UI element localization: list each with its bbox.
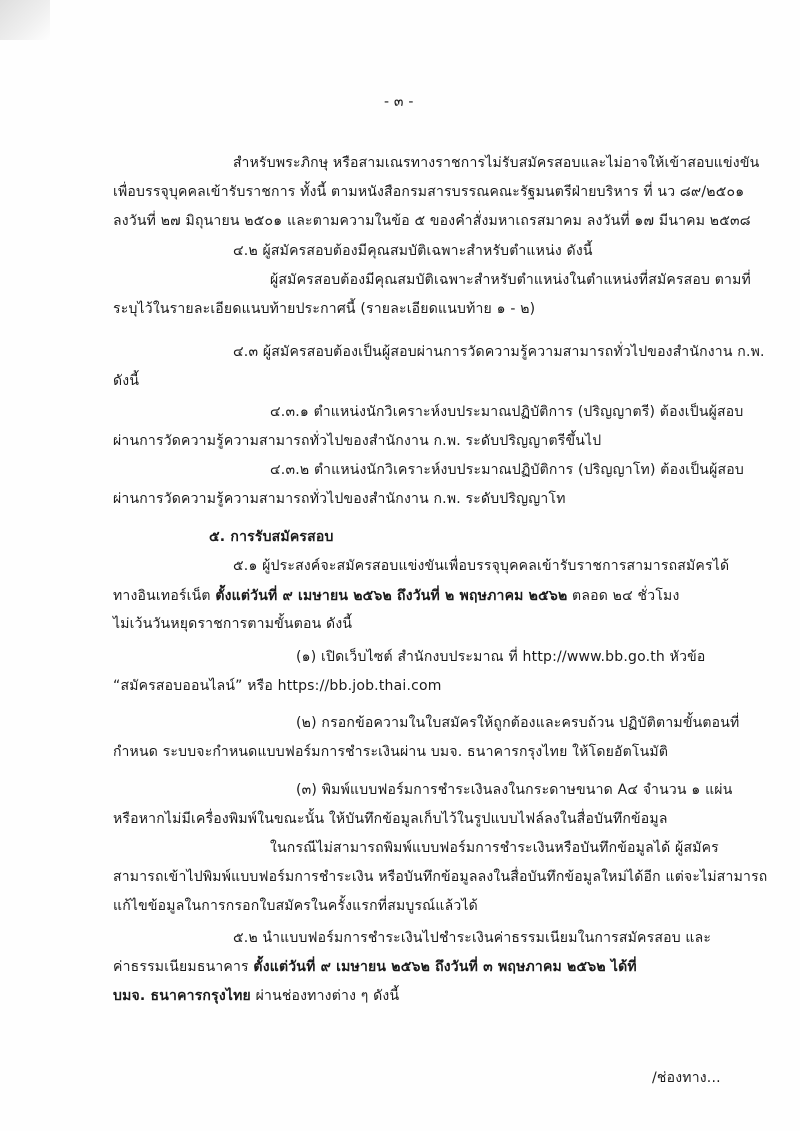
section-5-1-line-1: ๕.๑ ผู้ประสงค์จะสมัครสอบแข่งขันเพื่อบรรจุบุคคลเข้ารับราชการสามารถสมัครได้ [233, 558, 730, 574]
section-4-2-title: ๔.๒ ผู้สมัครสอบต้องมีคุณสมบัติเฉพาะสำหรับตำแหน่ง ดังนี้ [233, 243, 593, 259]
section-5-heading: ๕. การรับสมัครสอบ [209, 529, 334, 545]
step-2-line-1: (๒) กรอกข้อความในใบสมัครให้ถูกต้องและครบถ้วน ปฏิบัติตามขั้นตอนที่ [296, 715, 740, 731]
section-5-2-line-2-a: ค่าธรรมเนียมธนาคาร [113, 959, 254, 975]
section-5-2-date-range: ตั้งแต่วันที่ ๙ เมษายน ๒๕๖๒ ถึงวันที่ ๓ พฤษภาคม ๒๕๖๒ ได้ที่ [253, 959, 637, 975]
section-5-2-line-2 [113, 957, 637, 977]
para-monks-line-1: สำหรับพระภิกษุ หรือสามเณรทางราชการไม่รับสมัครสอบและไม่อาจให้เข้าสอบแข่งขัน [233, 155, 760, 171]
para-monks-line-2: เพื่อบรรจุบุคคลเข้ารับราชการ ทั้งนี้ ตามหนังสือกรมสารบรรณคณะรัฐมนตรีฝ่ายบริหาร ที่ นว ๘๙/๒๕๐๑ [113, 184, 745, 200]
para-monks-line-3: ลงวันที่ ๒๗ มิถุนายน ๒๕๐๑ และตามความในข้อ ๕ ของคำสั่งมหาเถรสมาคม ลงวันที่ ๑๗ มีนาคม ๒๕๓๘ [113, 213, 751, 229]
step-1-line-1: (๑) เปิดเว็บไซต์ สำนักงบประมาณ ที่ http://www.bb.go.th หัวข้อ [296, 649, 706, 665]
scan-corner-shadow [0, 0, 50, 40]
section-5-1-line-3: ไม่เว้นวันหยุดราชการตามขั้นตอน ดังนี้ [113, 616, 353, 632]
section-5-1-line-2 [113, 586, 680, 606]
section-5-2-line-3 [113, 986, 399, 1006]
section-5-1-line-2-c: ตลอด ๒๔ ชั่วโมง [567, 588, 680, 604]
step-3-line-2: หรือหากไม่มีเครื่องพิมพ์ในขณะนั้น ให้บันทึกข้อมูลเก็บไว้ในรูปแบบไฟล์ลงในสื่อบันทึกข้อมูล [113, 811, 668, 827]
section-5-2-line-3-b: ผ่านช่องทางต่าง ๆ ดังนี้ [250, 988, 400, 1004]
section-4-3-1-line-1: ๔.๓.๑ ตำแหน่งนักวิเคราะห์งบประมาณปฏิบัติการ (ปริญญาตรี) ต้องเป็นผู้สอบ [270, 404, 744, 420]
section-5-2-bank-name: บมจ. ธนาคารกรุงไทย [113, 988, 251, 1004]
section-4-3-2-line-2: ผ่านการวัดความรู้ความสามารถทั่วไปของสำนักงาน ก.พ. ระดับปริญญาโท [113, 491, 566, 507]
note-line-2: สามารถเข้าไปพิมพ์แบบฟอร์มการชำระเงิน หรือบันทึกข้อมูลลงในสื่อบันทึกข้อมูลใหม่ได้อีก แต่จะไม่สามารถ [113, 869, 768, 885]
step-1-line-2: “สมัครสอบออนไลน์” หรือ https://bb.job.thai.com [113, 678, 442, 694]
note-line-1: ในกรณีไม่สามารถพิมพ์แบบฟอร์มการชำระเงินหรือบันทึกข้อมูลได้ ผู้สมัคร [270, 840, 719, 856]
section-4-3-2-line-1: ๔.๓.๒ ตำแหน่งนักวิเคราะห์งบประมาณปฏิบัติการ (ปริญญาโท) ต้องเป็นผู้สอบ [270, 462, 744, 478]
section-4-3-line-1: ๔.๓ ผู้สมัครสอบต้องเป็นผู้สอบผ่านการวัดความรู้ความสามารถทั่วไปของสำนักงาน ก.พ. [233, 344, 765, 360]
section-4-3-line-2: ดังนี้ [113, 373, 140, 389]
step-3-line-1: (๓) พิมพ์แบบฟอร์มการชำระเงินลงในกระดาษขนาด A๔ จำนวน ๑ แผ่น [296, 782, 733, 798]
section-4-2-line-1: ผู้สมัครสอบต้องมีคุณสมบัติเฉพาะสำหรับตำแหน่งในตำแหน่งที่สมัครสอบ ตามที่ [270, 272, 751, 288]
step-2-line-2: กำหนด ระบบจะกำหนดแบบฟอร์มการชำระเงินผ่าน บมจ. ธนาคารกรุงไทย ให้โดยอัตโนมัติ [113, 744, 669, 760]
section-5-1-date-range: ตั้งแต่วันที่ ๙ เมษายน ๒๕๖๒ ถึงวันที่ ๒ พฤษภาคม ๒๕๖๒ [215, 588, 568, 604]
note-line-3: แก้ไขข้อมูลในการกรอกใบสมัครในครั้งแรกที่สมบูรณ์แล้วได้ [113, 898, 478, 914]
section-5-2-line-1: ๕.๒ นำแบบฟอร์มการชำระเงินไปชำระเงินค่าธรรมเนียมในการสมัครสอบ และ [233, 930, 712, 946]
section-5-1-line-2-a: ทางอินเทอร์เน็ต [113, 588, 216, 604]
continuation-note: /ช่องทาง... [652, 1070, 721, 1086]
section-4-2-line-2: ระบุไว้ในรายละเอียดแนบท้ายประกาศนี้ (รายละเอียดแนบท้าย ๑ - ๒) [113, 301, 536, 317]
section-4-3-1-line-2: ผ่านการวัดความรู้ความสามารถทั่วไปของสำนักงาน ก.พ. ระดับปริญญาตรีขึ้นไป [113, 433, 602, 449]
page-number: - ๓ - [384, 94, 414, 110]
